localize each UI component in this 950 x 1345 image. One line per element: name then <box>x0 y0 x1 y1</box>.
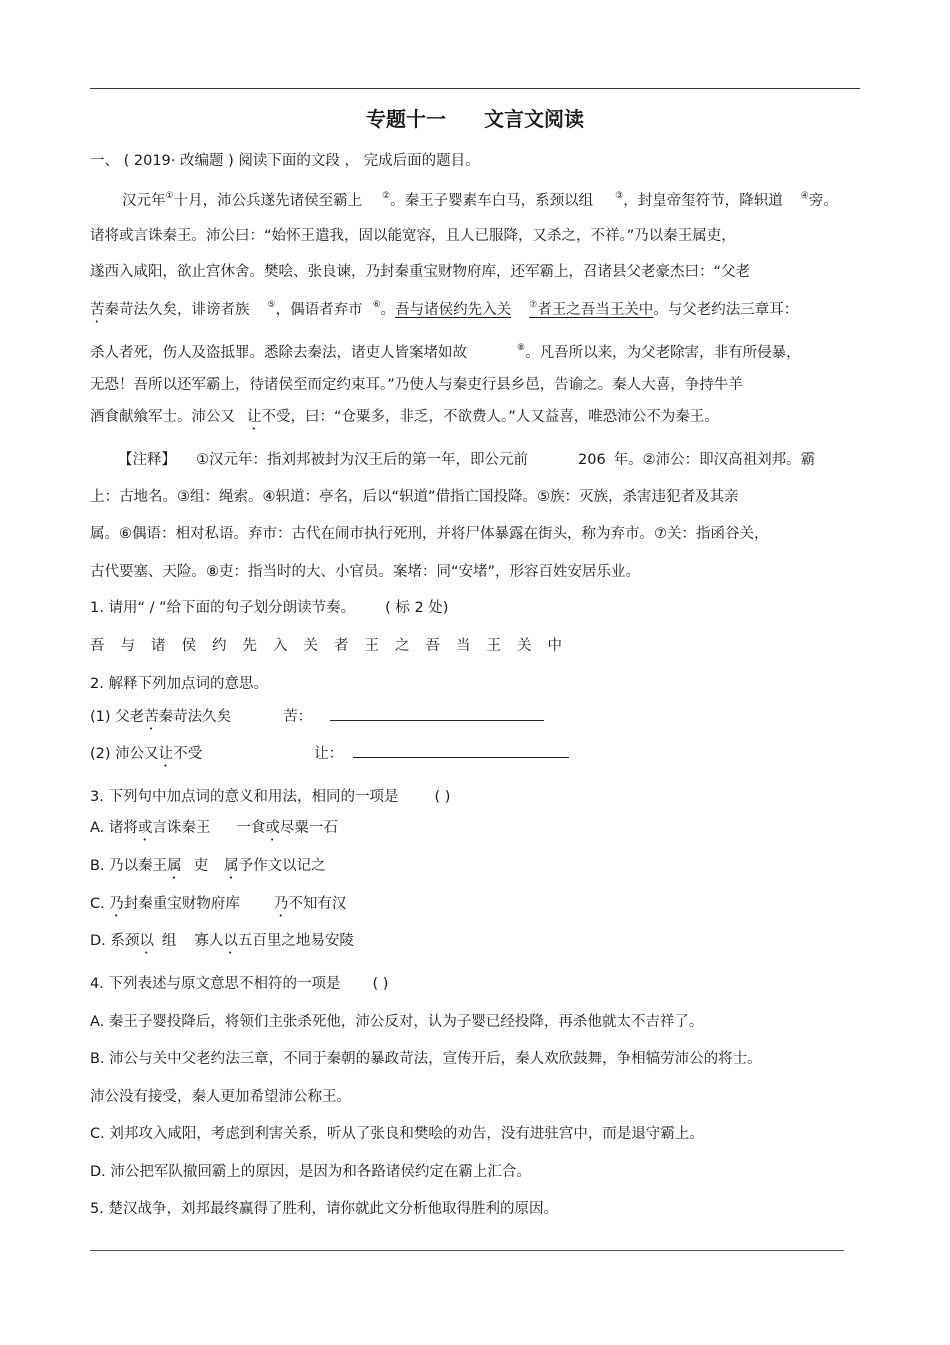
question-4-option-c: C. 刘邦攻入咸阳，考虑到利害关系，听从了张良和樊哙的劝告，没有进驻宫中，而是退守霸上。 <box>90 1126 704 1142</box>
question-3-option-b: B. 乃以秦王属 吏 属予作文以记之 <box>90 858 326 874</box>
question-2-item-2: (2) 沛公又让不受 让： <box>90 743 569 770</box>
answer-blank-2[interactable] <box>353 743 569 758</box>
question-3-option-d: D. 系颈以 组 寡人以五百里之地易安陵 <box>90 933 354 949</box>
question-4-option-a: A. 秦王子婴投降后，将领们主张杀死他，沛公反对，认为子婴已经投降，再杀他就太不吉祥了。 <box>90 1014 704 1030</box>
passage-line-3: 遂西入咸阳，欲止宫休舍。樊哙、张良谏，乃封秦重宝财物府库，还军霸上，召诸县父老豪杰曰：“父老 <box>90 264 751 280</box>
underlined-sentence: 吾与诸侯约先入关 ⑦者王之吾当王关中 <box>395 300 654 318</box>
question-1: 1. 请用“ / ”给下面的句子划分朗读节奏。 ( 标 2 处) <box>90 600 449 616</box>
question-1-sentence: 吾与诸侯约先入关者王之吾当王关中 <box>90 638 578 654</box>
section-header: 一、 ( 2019· 改编题 ) 阅读下面的文段 ， 完成后面的题目。 <box>90 153 480 169</box>
question-4-option-b: B. 沛公与关中父老约法三章，不同于秦朝的暴政苛法，宣传开后，秦人欢欣鼓舞，争相犒劳沛公的将士。 <box>90 1051 762 1067</box>
notes-line-3: 属。⑥偶语：相对私语。弃市：古代在闹市执行死刑，并将尸体暴露在街头，称为弃市。⑦关：指函谷关， <box>90 526 769 542</box>
question-4-option-b-cont: 沛公没有接受，秦人更加希望沛公称王。 <box>90 1089 351 1105</box>
question-3: 3. 下列句中加点词的意义和用法，相同的一项是 ( ) <box>90 789 451 805</box>
question-2: 2. 解释下列加点词的意思。 <box>90 676 268 692</box>
notes-line-4: 古代要塞、天险。⑧吏：指当时的大、小官员。案堵：同“安堵”，形容百姓安居乐业。 <box>90 564 641 580</box>
passage-line-7: 酒食献飨军士。沛公又 让不受，曰：“仓粟多，非乏，不欲费人。”人又益喜，唯恐沛公不为秦王。 <box>90 409 719 425</box>
passage-line-6: 无恐！吾所以还军霸上，待诸侯至而定约束耳。”乃使人与秦吏行县乡邑，告谕之。秦人大喜，争持牛羊 <box>90 377 743 393</box>
question-4: 4. 下列表述与原文意思不相符的一项是 ( ) <box>90 976 389 992</box>
question-3-option-c: C. 乃封秦重宝财物府库 乃不知有汉 <box>90 896 347 912</box>
page-title: 专题十一 文言文阅读 <box>366 107 584 131</box>
question-3-option-a: A. 诸将或言诛秦王 一食或尽粟一石 <box>90 820 338 836</box>
passage-line-4: 苦秦苛法久矣，诽谤者族 ⑤，偶语者弃市 ⑥。吾与诸侯约先入关 ⑦者王之吾当王关中。与父老约法三章耳： <box>90 300 799 318</box>
passage-line-2: 诸将或言诛秦王。沛公曰：“始怀王遣我，固以能宽容，且人已服降，又杀之，不祥。”乃以秦王属吏， <box>90 228 736 244</box>
top-rule <box>90 88 860 89</box>
notes-line-2: 上：古地名。③组：绳索。④轵道：亭名，后以“轵道”借指亡国投降。⑤族：灭族，杀害违犯者及其亲 <box>90 489 739 505</box>
question-5: 5. 楚汉战争，刘邦最终赢得了胜利，请你就此文分析他取得胜利的原因。 <box>90 1201 558 1217</box>
notes-line-1: 【注释】 ①汉元年：指刘邦被封为汉王后的第一年，即公元前 206 年。②沛公：即汉高祖刘邦。霸 <box>118 452 816 468</box>
answer-blank-1[interactable] <box>330 706 544 721</box>
question-4-option-d: D. 沛公把军队撤回霸上的原因，是因为和各路诸侯约定在霸上汇合。 <box>90 1164 531 1180</box>
question-2-item-1: (1) 父老苦秦苛法久矣 苦： <box>90 706 544 733</box>
passage-line-5: 杀人者死，伤人及盗抵罪。悉除去秦法，诸吏人皆案堵如故 ⑧。凡吾所以来，为父老除害，非有所侵暴， <box>90 343 801 361</box>
answer-line[interactable] <box>90 1250 844 1251</box>
passage-line-1: 汉元年①十月，沛公兵遂先诸侯至霸上 ②。秦王子婴素车白马，系颈以组 ③，封皇帝玺符节，降轵道 ④旁。 <box>122 191 838 209</box>
